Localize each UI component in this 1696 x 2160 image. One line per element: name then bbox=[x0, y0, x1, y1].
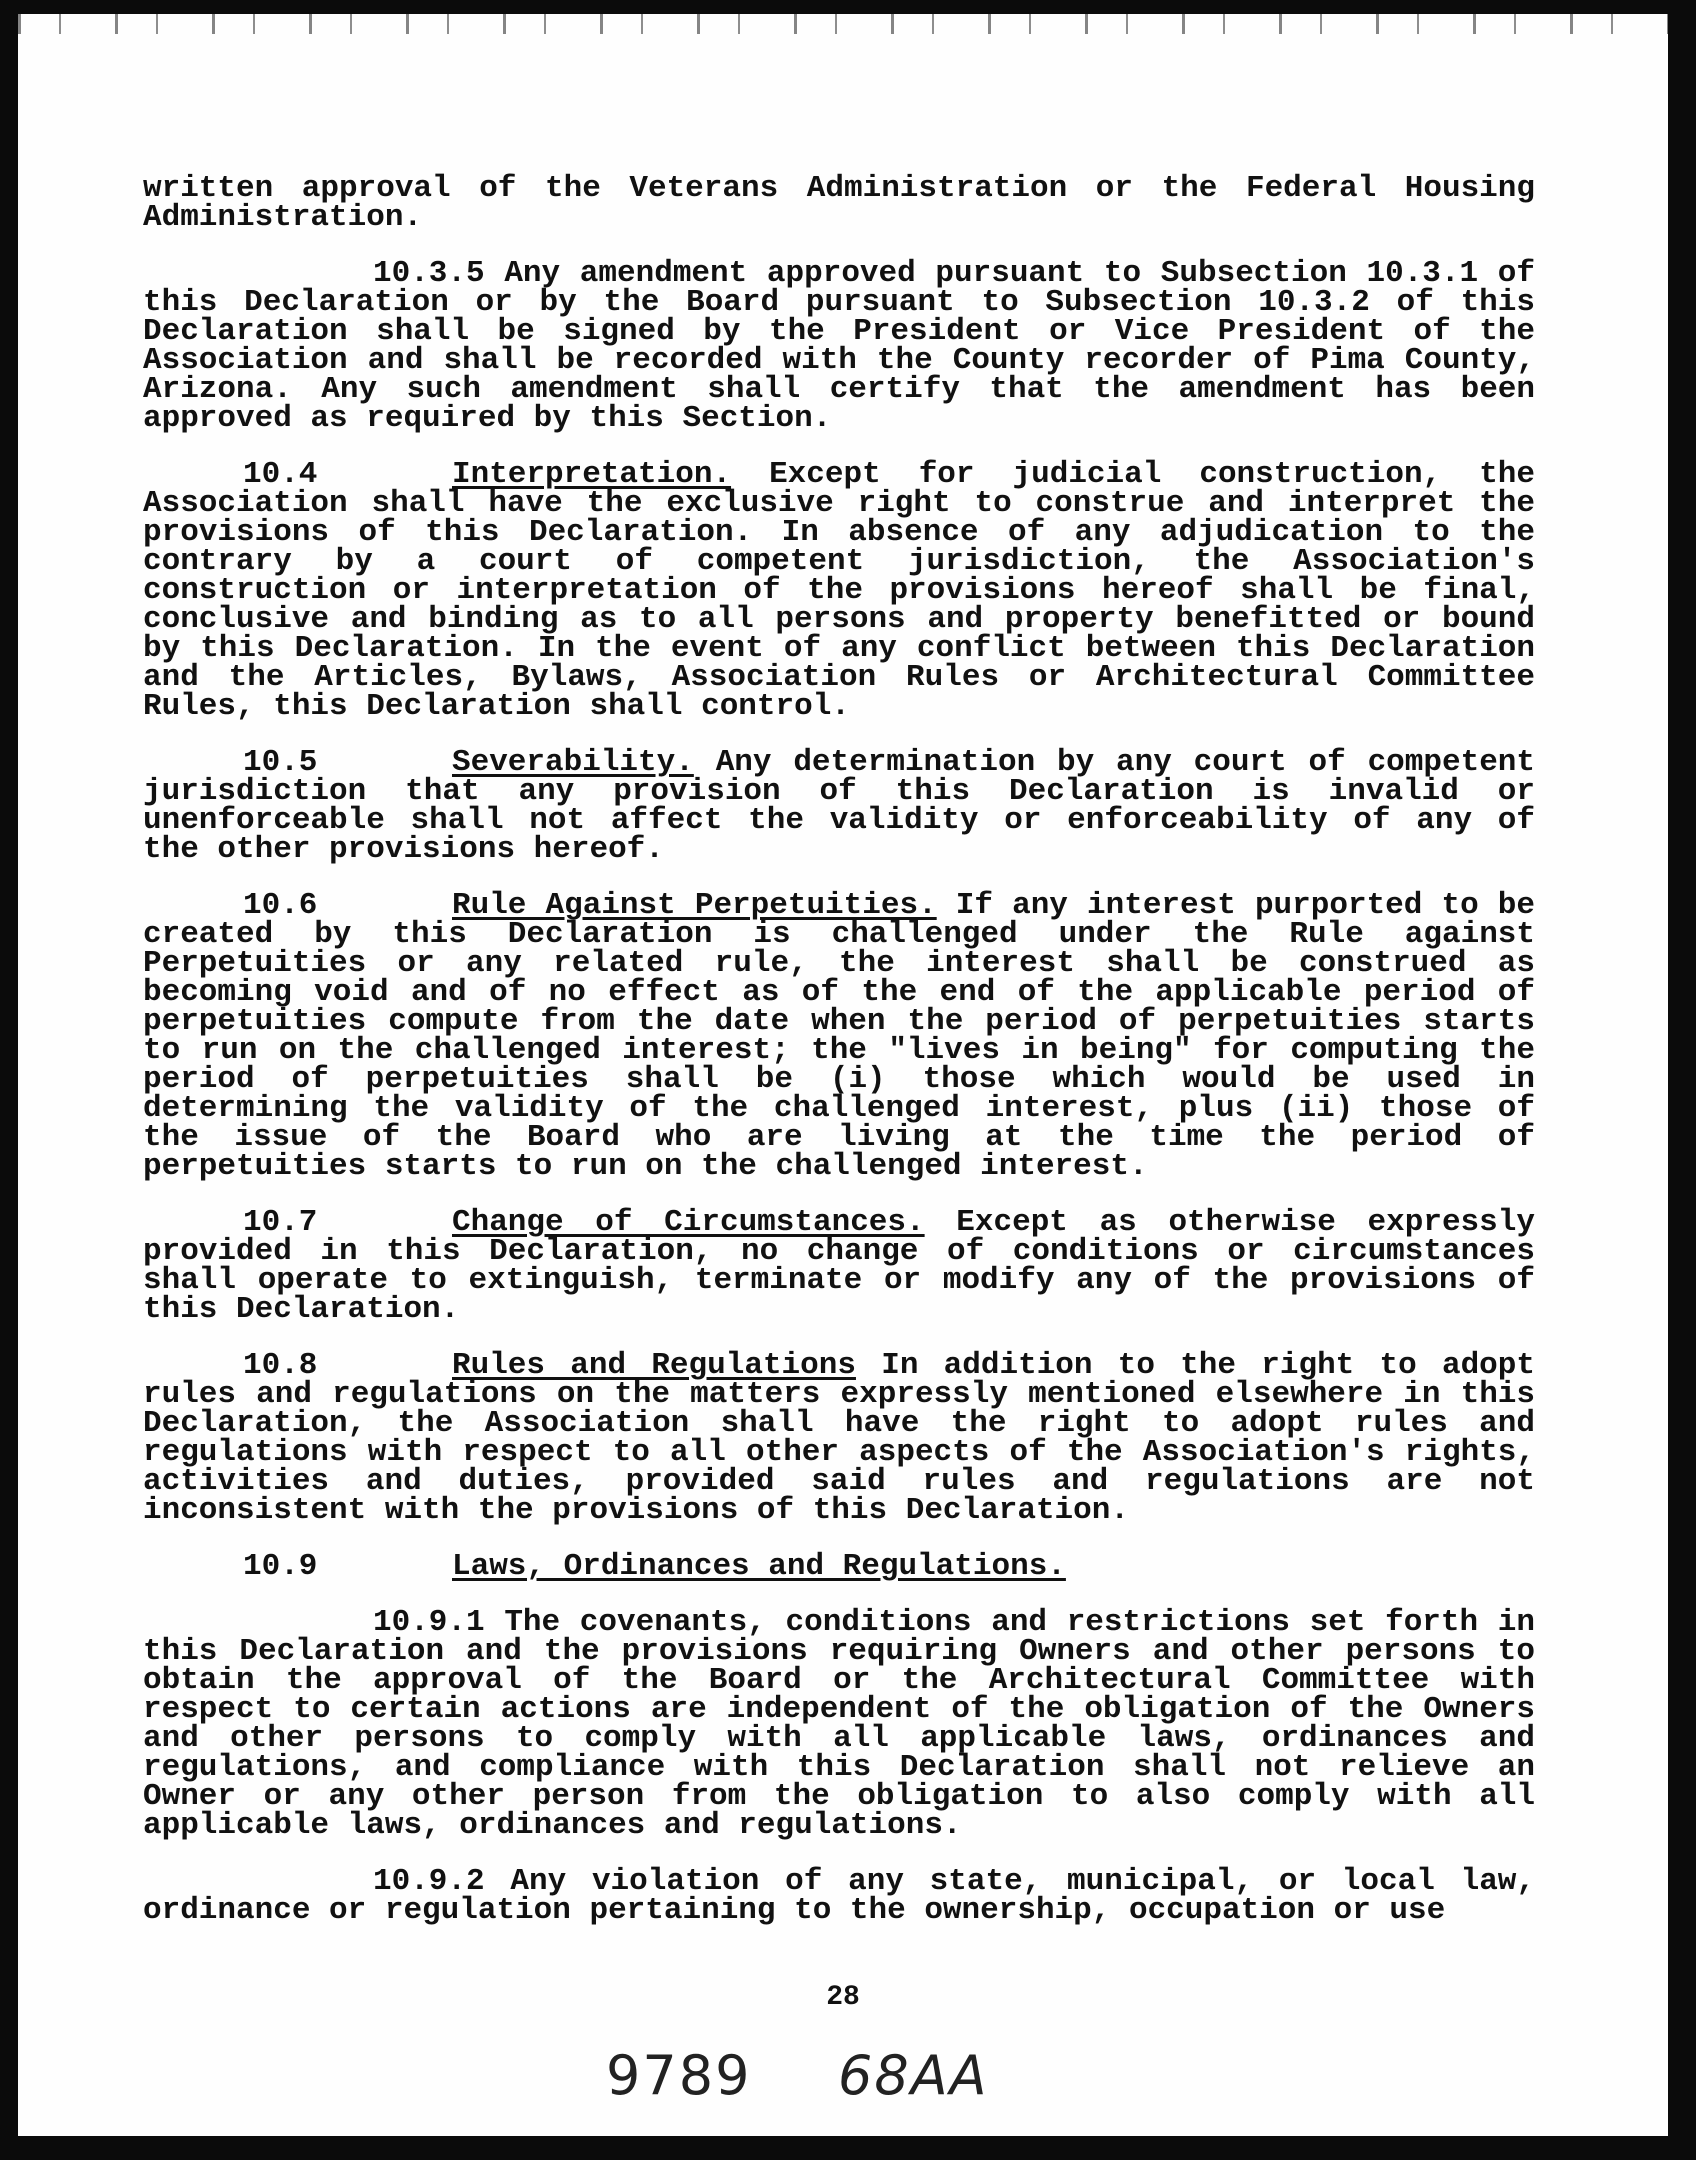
section-number: 10.7 bbox=[243, 1205, 318, 1240]
section-title: Laws, Ordinances and Regulations. bbox=[452, 1549, 1066, 1584]
section-title: Interpretation. bbox=[452, 457, 732, 492]
handwritten-number-left: 9789 bbox=[606, 2044, 752, 2107]
section-10-8 bbox=[143, 1348, 1535, 1528]
section-10-9-2 bbox=[143, 1864, 1535, 1928]
section-text: Any determination by any court of competent jurisdiction that any provision of this Declaration is invalid or unenforceable shall not affect the validity or enforceability of any of the other provisions hereof. bbox=[143, 745, 1535, 867]
section-number: 10.6 bbox=[243, 888, 318, 923]
handwritten-number-right: 68AA bbox=[838, 2044, 989, 2107]
section-text: If any interest purported to be created by this Declaration is challenged under the Rule against Perpetuities or any related rule, the interest shall be construed as becoming void and of no effect as of the end of the applicable period of perpetuities compute from the date when the period of perpetuities starts to run on the challenged interest; the "lives in being" for computing the period of perpetuities shall be (i) those which would be used in determining the validity of the challenged interest, plus (ii) those of the issue of the Board who are living at the time the period of perpetuities starts to run on the challenged interest. bbox=[143, 888, 1535, 1184]
section-text: Except for judicial construction, the Association shall have the exclusive right to construe and interpret the provisions of this Declaration. In absence of any adjudication to the contrary by a court of competent jurisdiction, the Association's construction or interpretation of the provisions hereof shall be final, conclusive and binding as to all persons and property benefitted or bound by this Declaration. In the event of any conflict between this Declaration and the Articles, Bylaws, Association Rules or Architectural Committee Rules, this Declaration shall control. bbox=[143, 457, 1535, 724]
section-number: 10.9 bbox=[243, 1549, 318, 1584]
page-number: 28 bbox=[826, 1982, 860, 2013]
section-number: 10.9.1 bbox=[373, 1605, 485, 1640]
section-text: Except as otherwise expressly provided in this Declaration, no change of conditions or circumstances shall operate to extinguish, terminate or modify any of the provisions of this Declaration. bbox=[143, 1205, 1535, 1327]
section-title: Severability. bbox=[452, 745, 694, 780]
section-number: 10.5 bbox=[243, 745, 318, 780]
section-text: The covenants, conditions and restrictions set forth in this Declaration and the provisions requiring Owners and other persons to obtain the approval of the Board or the Architectural Committee with respect to certain actions are independent of the obligation of the Owners and other persons to comply with all applicable laws, ordinances and regulations, and compliance with this Declaration shall not relieve an Owner or any other person from the obligation to also comply with all applicable laws, ordinances and regulations. bbox=[143, 1605, 1535, 1843]
section-number: 10.8 bbox=[243, 1348, 318, 1383]
section-number: 10.3.5 bbox=[373, 256, 485, 291]
section-title: Rule Against Perpetuities. bbox=[452, 888, 937, 923]
section-10-7 bbox=[143, 1205, 1535, 1327]
section-10-9-1 bbox=[143, 1605, 1535, 1843]
section-number: 10.9.2 bbox=[373, 1864, 485, 1899]
document-page bbox=[18, 14, 1668, 2136]
section-title: Rules and Regulations bbox=[452, 1348, 856, 1383]
section-text: Any violation of any state, municipal, or local law, ordinance or regulation pertaining to the ownership, occupation or use bbox=[143, 1864, 1535, 1928]
section-number: 10.4 bbox=[243, 457, 318, 492]
section-text: In addition to the right to adopt rules and regulations on the matters expressly mentioned elsewhere in this Declaration, the Association shall have the right to adopt rules and regulations with respect to all other aspects of the Association's rights, activities and duties, provided said rules and regulations are not inconsistent with the provisions of this Declaration. bbox=[143, 1348, 1535, 1528]
section-10-3-5 bbox=[143, 256, 1535, 436]
document-body bbox=[143, 171, 1535, 1953]
section-10-6 bbox=[143, 888, 1535, 1184]
section-10-4 bbox=[143, 457, 1535, 724]
section-10-5 bbox=[143, 745, 1535, 867]
scan-edge-noise bbox=[18, 14, 1668, 34]
opening-paragraph: written approval of the Veterans Administration or the Federal Housing Administration. bbox=[143, 171, 1535, 235]
section-10-9 bbox=[143, 1549, 1535, 1584]
section-title: Change of Circumstances. bbox=[452, 1205, 925, 1240]
section-text: Any amendment approved pursuant to Subsection 10.3.1 of this Declaration or by the Board pursuant to Subsection 10.3.2 of this Declaration shall be signed by the President or Vice President of the Association and shall be recorded with the County recorder of Pima County, Arizona. Any such amendment shall certify that the amendment has been approved as required by this Section. bbox=[143, 256, 1535, 436]
